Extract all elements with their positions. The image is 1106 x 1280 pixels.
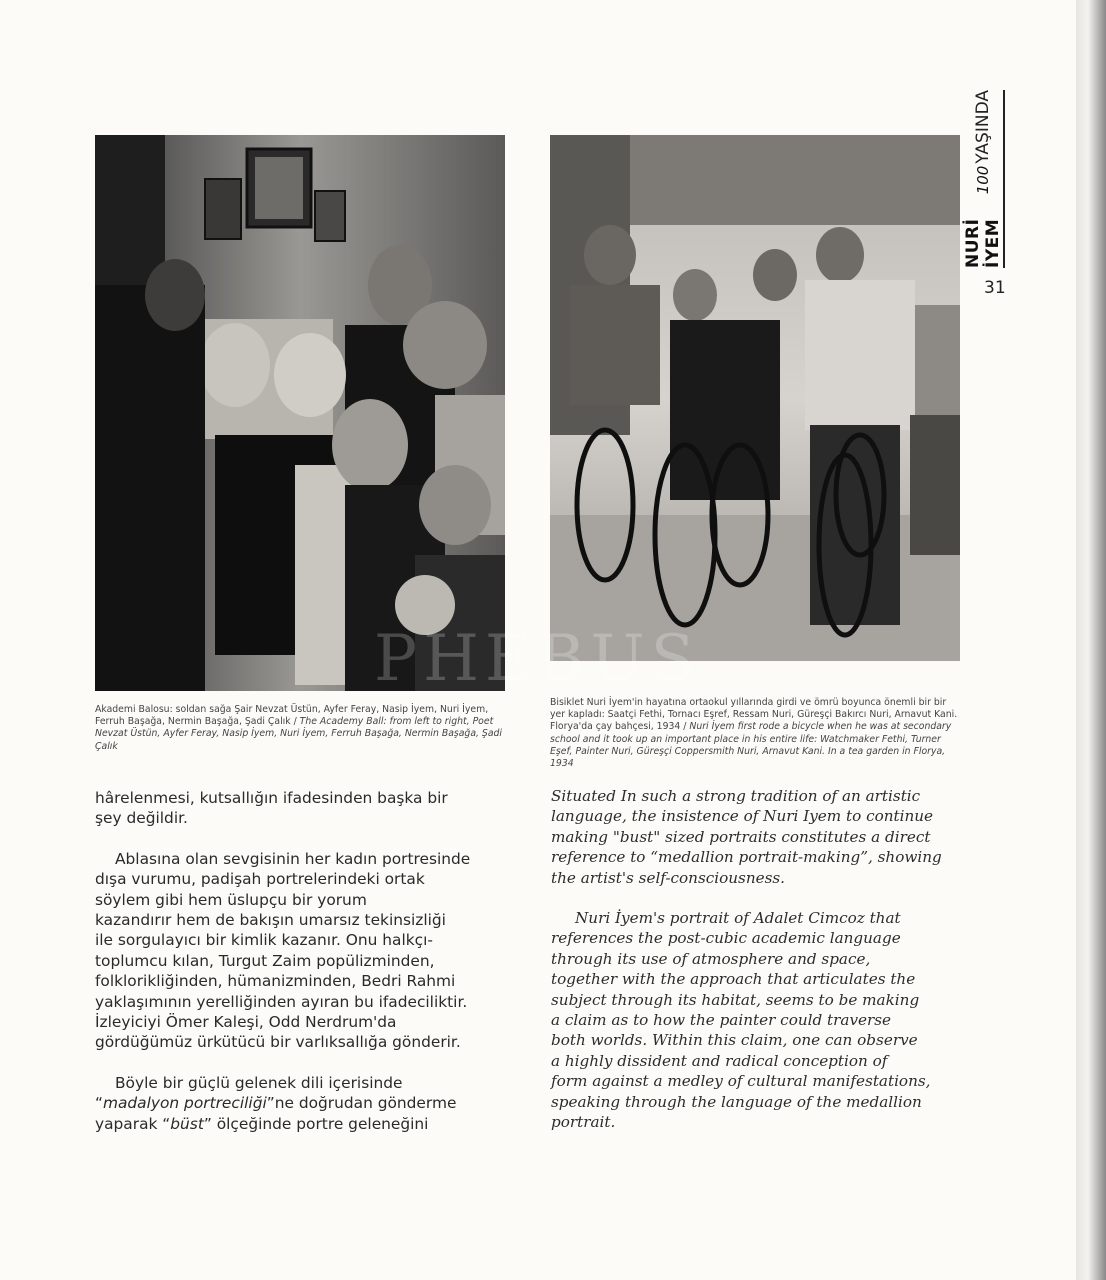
text-line: language, the insistence of Nuri Iyem to continue: [551, 807, 934, 826]
emphasis: büst: [170, 1114, 204, 1133]
header-number: 100: [974, 165, 992, 195]
text-line: together with the approach that articulates the: [551, 970, 916, 989]
header-rule: [1003, 90, 1005, 268]
header-name: NURİ İYEM: [963, 218, 1003, 268]
caption-right-turkish: Bisiklet Nuri İyem'in hayatına ortaokul yıllarında girdi ve ömrü boyunca önemli bir bir yer kapladı: Saatçi Fethi, Tornacı Eşref, Ressam Nuri, Güreşçi Bakırcı Nuri, Arnavut Kani. Florya'da çay bahçesi, 1934 /: [550, 697, 958, 733]
text-line: yaklaşımının yerelliğinden ayıran bu ifadeciliktir.: [95, 992, 468, 1011]
text-line: Ablasına olan sevgisinin her kadın portresinde: [115, 849, 471, 868]
text-line: folklorikliğinden, hümanizminden, Bedri Rahmi: [95, 972, 456, 991]
paragraph: [95, 1073, 507, 1134]
text-line: ile sorgulayıcı bir kimlik kazanır. Onu halkçı-: [95, 931, 433, 950]
text-fragment: ” ölçeğinde portre geleneğini: [203, 1114, 429, 1133]
text-line: şey değildir.: [95, 809, 188, 828]
paragraph: [95, 849, 507, 1053]
body-text-english: [551, 786, 966, 1153]
text-line: Situated In such a strong tradition of an artistic: [551, 787, 921, 805]
page-edge: [1076, 0, 1106, 1280]
text-line: the artist's self-consciousness.: [551, 868, 786, 887]
text-line: form against a medley of cultural manifestations,: [551, 1072, 931, 1091]
text-line: toplumcu kılan, Turgut Zaim popülizminden,: [95, 951, 435, 970]
paragraph: [95, 788, 507, 829]
running-header: [963, 90, 1003, 268]
text-line: [95, 1093, 507, 1113]
text-line: İzleyiciyi Ömer Kaleşi, Odd Nerdrum'da: [95, 1013, 397, 1032]
text-line: Böyle bir güçlü gelenek dili içerisinde: [115, 1073, 403, 1092]
text-line: through its use of atmosphere and space,: [551, 949, 871, 968]
text-line: speaking through the language of the medallion: [551, 1092, 922, 1111]
caption-left-english: The Academy Ball: from left to right, Poet Nevzat Üstün, Ayfer Feray, Nasip İyem, Nuri İyem, Ferruh Başağa, Nermin Başağa, Şadi Çalık: [95, 716, 503, 752]
text-line: reference to “medallion portrait-making”, showing: [551, 848, 942, 867]
text-line: both worlds. Within this claim, one can observe: [551, 1031, 918, 1050]
text-line: gördüğümüz ürkütücü bir varlıksallığa gönderir.: [95, 1033, 461, 1052]
emphasis: madalyon portreciliği: [102, 1094, 267, 1113]
text-line: kazandırır hem de bakışın umarsız tekinsizliği: [95, 911, 446, 930]
text-line: [95, 1114, 507, 1134]
caption-left-turkish: Akademi Balosu: soldan sağa Şair Nevzat Üstün, Ayfer Feray, Nasip İyem, Nuri İyem, Ferruh Başağa, Nermin Başağa, Şadi Çalık /: [95, 704, 489, 728]
paragraph: [551, 786, 966, 888]
header-subtitle: YAŞINDA: [973, 90, 993, 164]
text-line: Nuri İyem's portrait of Adalet Cimcoz that: [575, 909, 901, 928]
academy-ball-photo: [95, 135, 505, 691]
text-line: a claim as to how the painter could traverse: [551, 1011, 892, 1030]
text-line: dışa vurumu, padişah portrelerindeki ortak: [95, 870, 425, 889]
text-fragment: yaparak “: [95, 1114, 171, 1133]
watermark: PHEBUS: [374, 622, 701, 696]
paragraph: [551, 908, 966, 1132]
text-line: making "bust" sized portraits constitutes a direct: [551, 827, 931, 846]
text-line: a highly dissident and radical conception of: [551, 1051, 888, 1070]
photo-caption-left: [95, 704, 505, 753]
photo-caption-right: [550, 697, 960, 770]
bicycle-group-photo: [550, 135, 960, 661]
text-fragment: ”ne doğrudan gönderme: [266, 1094, 457, 1113]
text-line: portrait.: [551, 1113, 616, 1132]
quote-open: “: [95, 1094, 103, 1113]
page-number: 31: [984, 278, 1006, 298]
caption-right-english: Nuri İyem first rode a bicycle when he was at secondary school and it took up an important place in his entire life: Watchmaker Fethi, Turner Eşef, Painter Nuri, Güreşçi Coppersmith Nuri, Arnavut Kani. In a tea garden in Florya, 1934: [550, 721, 952, 770]
text-line: subject through its habitat, seems to be making: [551, 990, 920, 1009]
text-line: hârelenmesi, kutsallığın ifadesinden başka bir: [95, 789, 448, 807]
text-line: söylem gibi hem üslupçu bir yorum: [95, 890, 367, 909]
text-line: references the post-cubic academic language: [551, 929, 901, 948]
body-text-turkish: [95, 788, 507, 1154]
